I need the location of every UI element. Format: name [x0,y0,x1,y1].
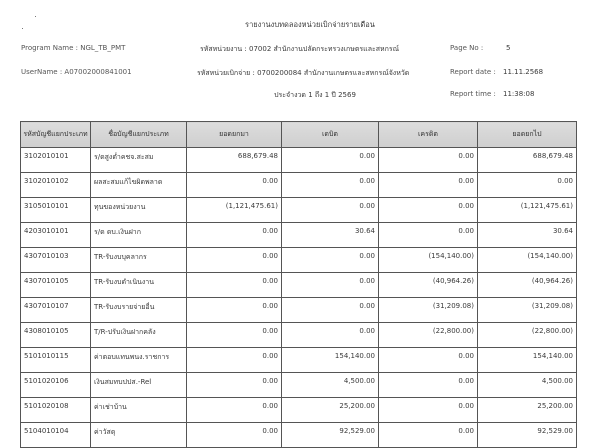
account-name: ทุนของหน่วยงาน [91,198,187,223]
table-row [21,273,577,298]
opening-balance: 0.00 [187,173,282,198]
report-title: รายงานงบทดลองหน่วยเบิกจ่ายรายเดือน [245,20,375,29]
header-closing-balance: ยอดยกไป [478,122,577,148]
opening-balance: 688,679.48 [187,148,282,173]
account-code: 5101020108 [21,398,91,423]
opening-balance: 0.00 [187,273,282,298]
account-name: ค่าวัสดุ [91,423,187,448]
table-row [21,423,577,448]
closing-balance: 688,679.48 [478,148,577,173]
debit: 92,529.00 [282,423,379,448]
opening-balance: 0.00 [187,398,282,423]
account-name: ร/ดสูงต่ำคชจ.สะสม [91,148,187,173]
opening-balance: 0.00 [187,298,282,323]
table-row [21,348,577,373]
account-name: T/R-ปรับเงินฝากคลัง [91,323,187,348]
table-row [21,398,577,423]
account-code: 4308010105 [21,323,91,348]
opening-balance: 0.00 [187,223,282,248]
page-no-label: Page No : [450,44,484,52]
closing-balance: 25,200.00 [478,398,577,423]
report-date-label: Report date : [450,68,496,76]
debit: 0.00 [282,273,379,298]
account-name: TR-รับงบบุคลากร [91,248,187,273]
closing-balance: (154,140.00) [478,248,577,273]
header-credit: เครดิต [379,122,478,148]
closing-balance: 154,140.00 [478,348,577,373]
account-code: 3102010102 [21,173,91,198]
table-row [21,373,577,398]
credit: 0.00 [379,423,478,448]
credit: 0.00 [379,223,478,248]
disbursing-unit-line: รหัสหน่วยเบิกจ่าย : 0700200084 สำนักงานเกษตรและสหกรณ์จังหวัด [197,69,410,77]
opening-balance: 0.00 [187,423,282,448]
table-row [21,173,577,198]
credit: 0.00 [379,198,478,223]
header-opening-balance: ยอดยกมา [187,122,282,148]
table-row [21,148,577,173]
account-code: 4307010103 [21,248,91,273]
debit: 0.00 [282,248,379,273]
closing-balance: 4,500.00 [478,373,577,398]
program-name: Program Name : NGL_TB_PMT [21,44,126,52]
account-name: ค่าเช่าบ้าน [91,398,187,423]
account-name: ผลสะสมแก้ไขผิดพลาด [91,173,187,198]
account-code: 4307010105 [21,273,91,298]
account-code: 3105010101 [21,198,91,223]
opening-balance: (1,121,475.61) [187,198,282,223]
closing-balance: 0.00 [478,173,577,198]
debit: 0.00 [282,323,379,348]
debit: 0.00 [282,198,379,223]
credit: 0.00 [379,348,478,373]
opening-balance: 0.00 [187,323,282,348]
period-line: ประจำงวด 1 ถึง 1 ปี 2569 [274,91,356,99]
debit: 0.00 [282,298,379,323]
opening-balance: 0.00 [187,248,282,273]
report-time-label: Report time : [450,90,496,98]
debit: 0.00 [282,173,379,198]
report-time-value: 11:38:08 [503,90,535,98]
credit: (31,209.08) [379,298,478,323]
header-account-name: ชื่อบัญชีแยกประเภท [91,122,187,148]
closing-balance: (1,121,475.61) [478,198,577,223]
agency-line: รหัสหน่วยงาน : 07002 สำนักงานปลัดกระทรวงเกษตรและสหกรณ์ [200,45,400,53]
debit: 0.00 [282,148,379,173]
user-name: UserName : A07002000841001 [21,68,132,76]
closing-balance: (40,964.26) [478,273,577,298]
account-code: 4203010101 [21,223,91,248]
table-row [21,248,577,273]
account-name: ค่าตอบแทนพนง.ราชการ [91,348,187,373]
credit: 0.00 [379,148,478,173]
credit: 0.00 [379,398,478,423]
header-account-code: รหัสบัญชีแยกประเภท [21,122,91,148]
account-name: TR-รับงบรายจ่ายอื่น [91,298,187,323]
account-name: ร/ด ดบ.เงินฝาก [91,223,187,248]
credit: (154,140.00) [379,248,478,273]
account-name: TR-รับงบดำเนินงาน [91,273,187,298]
table-row [21,323,577,348]
account-code: 4307010107 [21,298,91,323]
closing-balance: (22,800.00) [478,323,577,348]
report-date-value: 11.11.2568 [503,68,544,76]
header-debit: เดบิต [282,122,379,148]
scan-speck [35,16,36,17]
account-code: 5101020106 [21,373,91,398]
table-row [21,298,577,323]
account-code: 5104010104 [21,423,91,448]
trial-balance-table [20,121,577,448]
account-code: 3102010101 [21,148,91,173]
scan-speck [22,28,23,29]
table-row [21,198,577,223]
opening-balance: 0.00 [187,348,282,373]
credit: (40,964.26) [379,273,478,298]
closing-balance: 30.64 [478,223,577,248]
table-header-row [21,122,577,148]
credit: 0.00 [379,173,478,198]
debit: 154,140.00 [282,348,379,373]
debit: 30.64 [282,223,379,248]
debit: 25,200.00 [282,398,379,423]
table-row [21,223,577,248]
closing-balance: 92,529.00 [478,423,577,448]
page-no-value: 5 [506,44,511,52]
credit: (22,800.00) [379,323,478,348]
account-name: เงินสมทบปปส.-Rel [91,373,187,398]
closing-balance: (31,209.08) [478,298,577,323]
debit: 4,500.00 [282,373,379,398]
credit: 0.00 [379,373,478,398]
opening-balance: 0.00 [187,373,282,398]
account-code: 5101010115 [21,348,91,373]
